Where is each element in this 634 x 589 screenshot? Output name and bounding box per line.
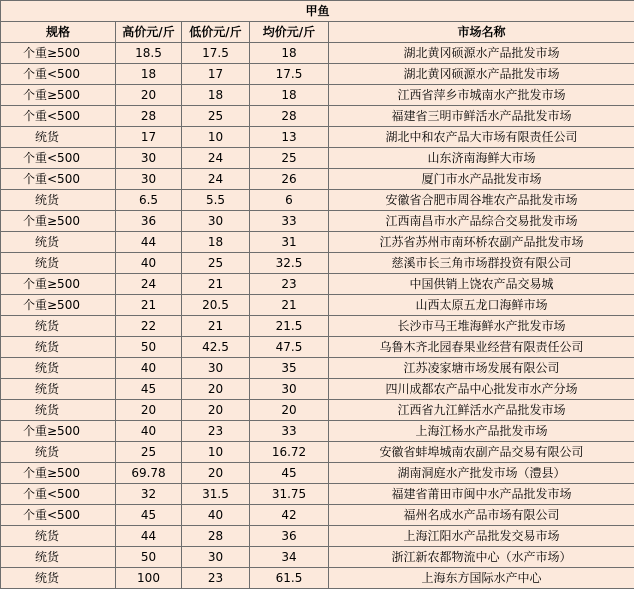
cell-high-price: 24 [116,274,182,295]
cell-low-price: 20.5 [182,295,250,316]
table-row [1,295,634,316]
table-body [1,43,634,589]
cell-high-price: 44 [116,232,182,253]
cell-spec: 个重<500 [1,106,116,127]
cell-market-name: 江西省萍乡市城南水产批发市场 [329,85,634,106]
cell-market-name: 江苏凌家塘市场发展有限公司 [329,358,634,379]
cell-market-name: 安徽省合肥市周谷堆农产品批发市场 [329,190,634,211]
cell-avg-price: 20 [250,400,329,421]
cell-spec: 个重<500 [1,505,116,526]
cell-spec: 统货 [1,400,116,421]
cell-spec: 个重≥500 [1,421,116,442]
cell-low-price: 25 [182,106,250,127]
cell-market-name: 安徽省蚌埠城南农副产品交易有限公司 [329,442,634,463]
cell-high-price: 20 [116,85,182,106]
cell-avg-price: 33 [250,421,329,442]
cell-high-price: 30 [116,169,182,190]
cell-low-price: 18 [182,85,250,106]
cell-avg-price: 23 [250,274,329,295]
cell-low-price: 10 [182,127,250,148]
cell-spec: 个重≥500 [1,85,116,106]
cell-avg-price: 47.5 [250,337,329,358]
cell-low-price: 10 [182,442,250,463]
cell-spec: 统货 [1,127,116,148]
cell-spec: 统货 [1,232,116,253]
cell-market-name: 福建省三明市鲜活水产品批发市场 [329,106,634,127]
cell-avg-price: 45 [250,463,329,484]
cell-low-price: 23 [182,568,250,589]
table-row [1,64,634,85]
table-title: 甲鱼 [1,1,634,22]
cell-spec: 统货 [1,190,116,211]
cell-spec: 统货 [1,526,116,547]
cell-spec: 个重≥500 [1,211,116,232]
cell-low-price: 21 [182,316,250,337]
cell-avg-price: 31 [250,232,329,253]
table-row [1,211,634,232]
cell-spec: 个重≥500 [1,463,116,484]
cell-low-price: 21 [182,274,250,295]
cell-spec: 统货 [1,379,116,400]
cell-high-price: 18.5 [116,43,182,64]
cell-spec: 个重≥500 [1,295,116,316]
table-row [1,169,634,190]
cell-low-price: 24 [182,169,250,190]
cell-avg-price: 30 [250,379,329,400]
cell-low-price: 5.5 [182,190,250,211]
cell-high-price: 100 [116,568,182,589]
cell-avg-price: 25 [250,148,329,169]
cell-spec: 统货 [1,337,116,358]
table-row [1,85,634,106]
cell-avg-price: 34 [250,547,329,568]
cell-market-name: 上海江阳水产品批发交易市场 [329,526,634,547]
cell-avg-price: 21 [250,295,329,316]
cell-market-name: 江苏省苏州市南环桥农副产品批发市场 [329,232,634,253]
cell-low-price: 24 [182,148,250,169]
cell-high-price: 50 [116,547,182,568]
cell-avg-price: 16.72 [250,442,329,463]
cell-market-name: 中国供销上饶农产品交易城 [329,274,634,295]
cell-high-price: 44 [116,526,182,547]
table-row [1,148,634,169]
cell-high-price: 28 [116,106,182,127]
cell-market-name: 湖南洞庭水产批发市场（澧县） [329,463,634,484]
cell-avg-price: 13 [250,127,329,148]
cell-low-price: 18 [182,232,250,253]
cell-low-price: 42.5 [182,337,250,358]
cell-market-name: 山东济南海鲜大市场 [329,148,634,169]
cell-spec: 个重<500 [1,169,116,190]
cell-high-price: 40 [116,253,182,274]
cell-market-name: 湖北黄冈硕源水产品批发市场 [329,43,634,64]
cell-spec: 统货 [1,358,116,379]
cell-avg-price: 36 [250,526,329,547]
cell-low-price: 30 [182,358,250,379]
cell-spec: 统货 [1,568,116,589]
cell-market-name: 浙江新农都物流中心（水产市场） [329,547,634,568]
cell-avg-price: 61.5 [250,568,329,589]
cell-market-name: 江西省九江鲜活水产品批发市场 [329,400,634,421]
cell-high-price: 69.78 [116,463,182,484]
table-row [1,253,634,274]
cell-low-price: 20 [182,400,250,421]
table-row [1,526,634,547]
cell-high-price: 25 [116,442,182,463]
table-title-row [1,1,634,22]
header-low-price: 低价元/斤 [182,22,250,43]
cell-low-price: 25 [182,253,250,274]
header-high-price: 高价元/斤 [116,22,182,43]
cell-spec: 个重<500 [1,484,116,505]
cell-high-price: 21 [116,295,182,316]
cell-low-price: 17.5 [182,43,250,64]
table-row [1,43,634,64]
header-spec: 规格 [1,22,116,43]
cell-market-name: 湖北黄冈硕源水产品批发市场 [329,64,634,85]
table-row [1,106,634,127]
cell-spec: 个重<500 [1,148,116,169]
table-row [1,442,634,463]
cell-high-price: 32 [116,484,182,505]
table-row [1,274,634,295]
table-row [1,484,634,505]
header-avg-price: 均价元/斤 [250,22,329,43]
table-row [1,421,634,442]
table-row [1,505,634,526]
cell-spec: 个重≥500 [1,274,116,295]
cell-low-price: 30 [182,211,250,232]
cell-market-name: 上海江杨水产品批发市场 [329,421,634,442]
cell-avg-price: 18 [250,43,329,64]
table-row [1,547,634,568]
cell-spec: 个重≥500 [1,43,116,64]
cell-avg-price: 35 [250,358,329,379]
cell-high-price: 6.5 [116,190,182,211]
cell-low-price: 20 [182,463,250,484]
cell-high-price: 18 [116,64,182,85]
table-row [1,463,634,484]
header-row [1,22,634,43]
cell-market-name: 乌鲁木齐北园春果业经营有限责任公司 [329,337,634,358]
cell-high-price: 50 [116,337,182,358]
cell-spec: 统货 [1,547,116,568]
cell-market-name: 湖北中和农产品大市场有限责任公司 [329,127,634,148]
cell-avg-price: 17.5 [250,64,329,85]
cell-high-price: 40 [116,358,182,379]
header-market-name: 市场名称 [329,22,634,43]
cell-market-name: 福建省莆田市闽中水产品批发市场 [329,484,634,505]
cell-market-name: 厦门市水产品批发市场 [329,169,634,190]
table-row [1,358,634,379]
cell-market-name: 慈溪市长三角市场群投资有限公司 [329,253,634,274]
table-row [1,232,634,253]
cell-low-price: 17 [182,64,250,85]
cell-low-price: 31.5 [182,484,250,505]
cell-high-price: 17 [116,127,182,148]
cell-market-name: 山西太原五龙口海鲜市场 [329,295,634,316]
cell-spec: 统货 [1,253,116,274]
table-row [1,127,634,148]
cell-avg-price: 21.5 [250,316,329,337]
table-row [1,337,634,358]
cell-high-price: 30 [116,148,182,169]
cell-spec: 统货 [1,442,116,463]
cell-high-price: 40 [116,421,182,442]
table-row [1,379,634,400]
cell-avg-price: 28 [250,106,329,127]
cell-avg-price: 26 [250,169,329,190]
cell-high-price: 22 [116,316,182,337]
cell-low-price: 28 [182,526,250,547]
cell-low-price: 40 [182,505,250,526]
cell-avg-price: 32.5 [250,253,329,274]
cell-avg-price: 42 [250,505,329,526]
cell-market-name: 上海东方国际水产中心 [329,568,634,589]
cell-spec: 统货 [1,316,116,337]
cell-spec: 个重<500 [1,64,116,85]
cell-high-price: 20 [116,400,182,421]
table-row [1,316,634,337]
cell-market-name: 四川成都农产品中心批发市水产分场 [329,379,634,400]
table-row [1,568,634,589]
cell-avg-price: 6 [250,190,329,211]
table-row [1,400,634,421]
table-row [1,190,634,211]
cell-avg-price: 33 [250,211,329,232]
cell-low-price: 23 [182,421,250,442]
cell-low-price: 20 [182,379,250,400]
cell-high-price: 45 [116,379,182,400]
cell-market-name: 福州名成水产品市场有限公司 [329,505,634,526]
cell-low-price: 30 [182,547,250,568]
cell-market-name: 江西南昌市水产品综合交易批发市场 [329,211,634,232]
cell-high-price: 36 [116,211,182,232]
cell-avg-price: 18 [250,85,329,106]
cell-avg-price: 31.75 [250,484,329,505]
cell-market-name: 长沙市马王堆海鲜水产批发市场 [329,316,634,337]
cell-high-price: 45 [116,505,182,526]
